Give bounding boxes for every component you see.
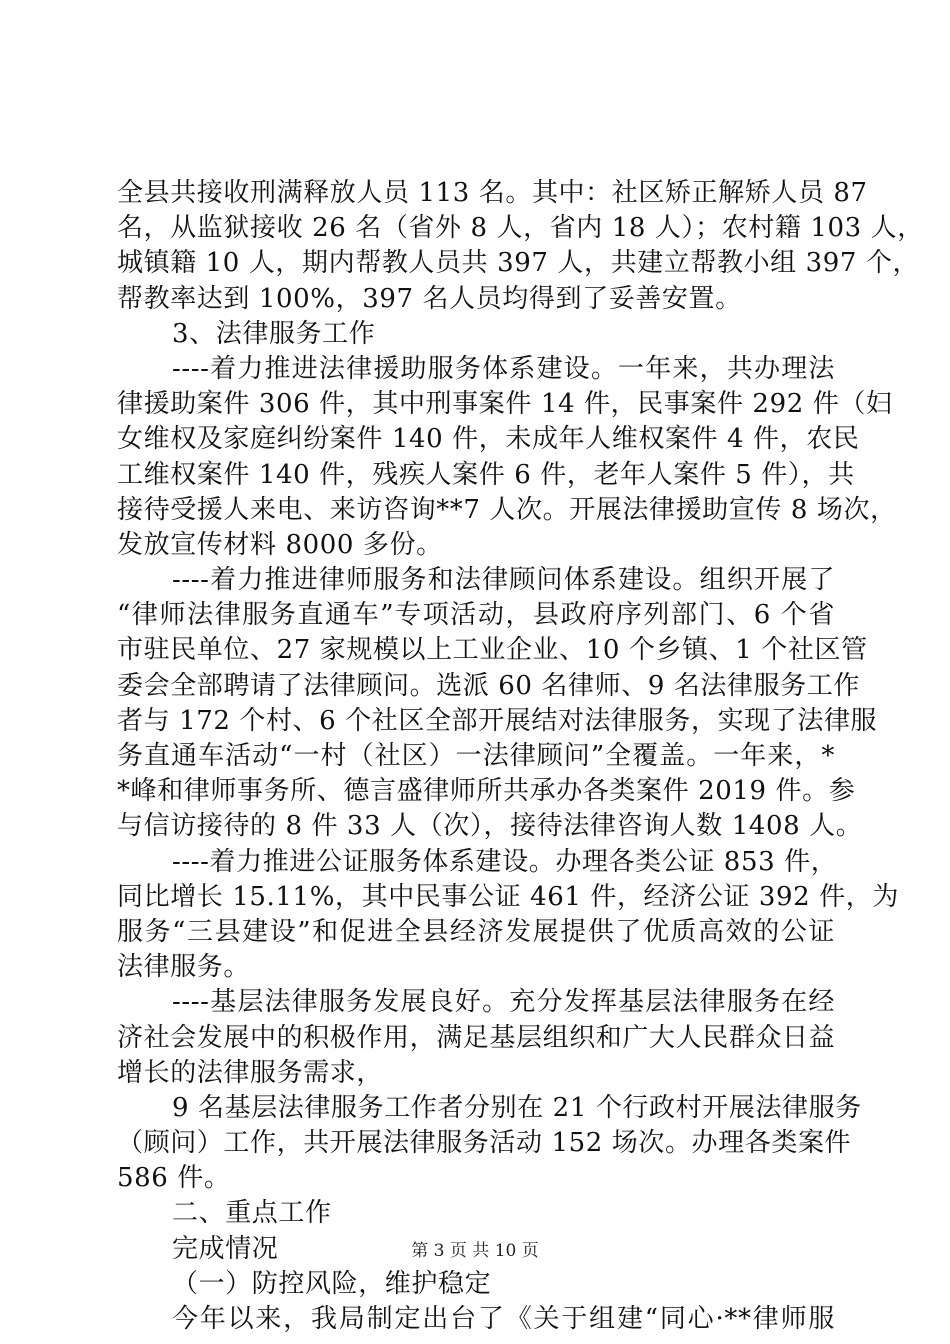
text-line: 女维权及家庭纠纷案件 140 件，未成年人维权案件 4 件，农民 (117, 424, 860, 455)
text-line: 济社会发展中的积极作用，满足基层组织和广大人民群众日益 (117, 1022, 836, 1053)
text-line: 与信访接待的 8 件 33 人（次），接待法律咨询人数 1408 人。 (117, 811, 863, 842)
text-line: 增长的法律服务需求， (117, 1057, 384, 1088)
text-line: 工维权案件 140 件，残疾人案件 6 件，老年人案件 5 件），共 (117, 459, 855, 490)
text-line: 今年以来，我局制定出台了《关于组建“同心·**律师服 (172, 1304, 835, 1334)
text-line: 发放宣传材料 8000 多份。 (117, 529, 443, 560)
text-line: ----着力推进公证服务体系建设。办理各类公证 853 件， (172, 846, 838, 877)
text-line: 律援助案件 306 件，其中刑事案件 14 件，民事案件 292 件（妇 (117, 389, 893, 420)
text-line: 务直通车活动“一村（社区）一法律顾问”全覆盖。一年来，* (117, 741, 835, 771)
text-line: ----着力推进法律援助服务体系建设。一年来，共办理法 (172, 353, 835, 384)
text-line: 二、重点工作 (172, 1198, 332, 1229)
text-line: （一）防控风险，维护稳定 (172, 1268, 492, 1299)
text-line: 9 名基层法律服务工作者分别在 21 个行政村开展法律服务 (172, 1092, 862, 1123)
text-line: ----着力推进律师服务和法律顾问体系建设。组织开展了 (172, 565, 835, 596)
text-line: （顾问）工作，共开展法律服务活动 152 场次。办理各类案件 (117, 1128, 852, 1159)
text-line: 完成情况 (172, 1233, 279, 1264)
text-line: 全县共接收刑满释放人员 113 名。其中：社区矫正解矫人员 87 (117, 178, 868, 208)
text-line: 名，从监狱接收 26 名（省外 8 人，省内 18 人）；农村籍 103 人， (117, 213, 924, 244)
text-line: 者与 172 个村、6 个社区全部开展结对法律服务，实现了法律服 (117, 705, 878, 736)
text-line: 帮教率达到 100%，397 名人员均得到了妥善安置。 (117, 283, 742, 314)
text-line: *峰和律师事务所、德言盛律师所共承办各类案件 2019 件。参 (117, 776, 856, 807)
text-line: 市驻民单位、27 家规模以上工业企业、10 个乡镇、1 个社区管 (117, 635, 868, 666)
text-line: 服务“三县建设”和促进全县经济发展提供了优质高效的公证 (117, 916, 835, 947)
text-line: 委会全部聘请了法律顾问。选派 60 名律师、9 名法律服务工作 (117, 670, 861, 701)
text-line: 同比增长 15.11%，其中民事公证 461 件，经济公证 392 件，为 (117, 881, 899, 912)
text-line: 3、法律服务工作 (172, 318, 376, 349)
text-line: 586 件。 (117, 1163, 231, 1194)
text-line: “律师法律服务直通车”专项活动，县政府序列部门、6 个省 (117, 600, 835, 631)
text-line: 城镇籍 10 人，期内帮教人员共 397 人，共建立帮教小组 397 个， (117, 248, 920, 279)
document-body (117, 176, 924, 1337)
text-line: 法律服务。 (117, 952, 251, 983)
text-line: ----基层法律服务发展良好。充分发挥基层法律服务在经 (172, 987, 835, 1018)
page-footer: 第 3 页 共 10 页 (411, 1241, 539, 1261)
text-line: 接待受援人来电、来访咨询**7 人次。开展法律援助宣传 8 场次， (117, 494, 897, 525)
